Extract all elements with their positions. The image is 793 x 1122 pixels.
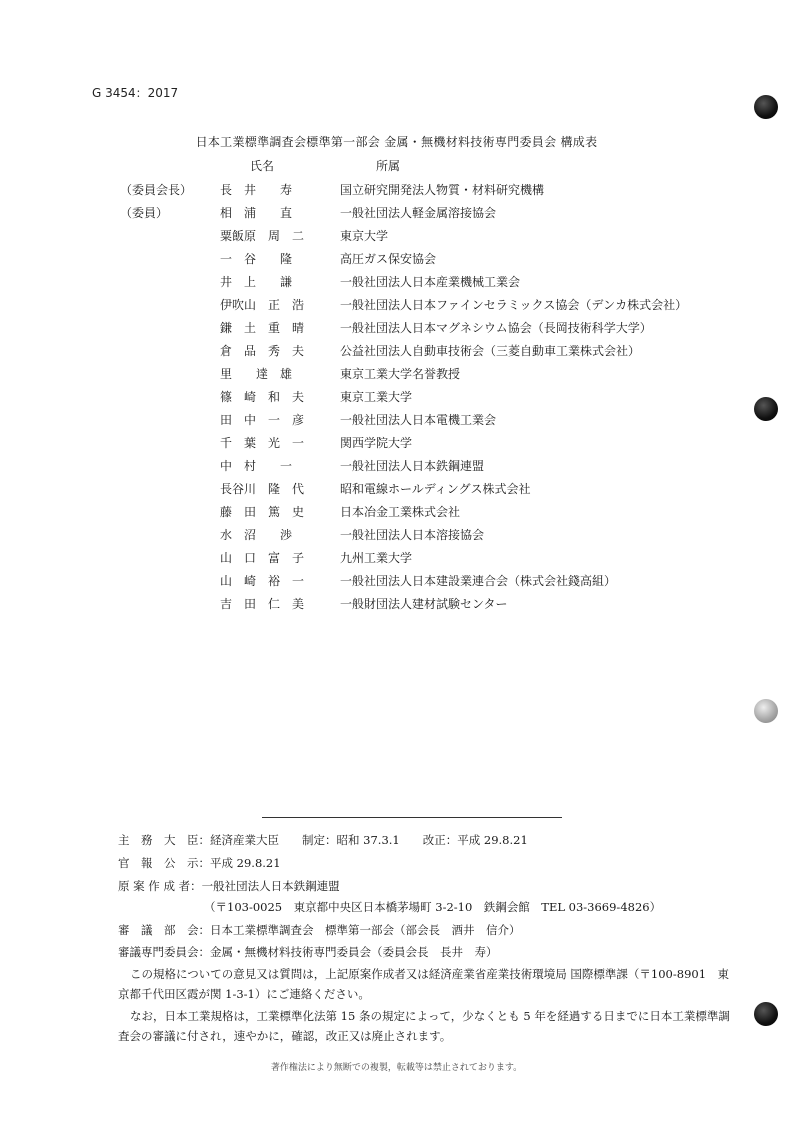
member-affiliation: 一般社団法人日本鉄鋼連盟: [340, 459, 485, 473]
member-row: [0, 526, 793, 548]
committee-line: 審議専門委員会：金属・無機材料技術専門委員会（委員会長 長井 寿）: [118, 945, 498, 959]
page-code: G 3454：2017: [92, 86, 179, 100]
member-row: [0, 434, 793, 456]
member-affiliation: 一般社団法人日本溶接協会: [340, 528, 485, 542]
member-row: [0, 204, 793, 226]
member-affiliation: 東京工業大学: [340, 390, 413, 404]
minister-line: 主 務 大 臣：経済産業大臣 制定：昭和 37.3.1 改正：平成 29.8.21: [118, 833, 528, 847]
member-role: （委員）: [120, 206, 169, 220]
review-note: なお，日本工業規格は，工業標準化法第 15 条の規定によって，少なくとも 5 年を経過する日までに日本工業標準調査会の審議に付され，速やかに，確認，改正又は廃止されます。: [118, 1009, 730, 1043]
member-affiliation: 一般社団法人日本建設業連合会（株式会社錢高組）: [340, 574, 617, 588]
member-row: [0, 595, 793, 617]
member-affiliation: 公益社団法人自動車技術会（三菱自動車工業株式会社）: [340, 344, 641, 358]
member-name: 倉 品 秀 夫: [220, 344, 305, 358]
member-row: [0, 388, 793, 410]
committee-title: 日本工業標準調査会標準第一部会 金属・無機材料技術専門委員会 構成表: [195, 135, 598, 149]
member-name: 中 村 一: [220, 459, 293, 473]
gazette-line: 官 報 公 示：平成 29.8.21: [118, 856, 281, 870]
member-affiliation: 一般社団法人軽金属溶接協会: [340, 206, 497, 220]
punch-hole-icon: [754, 699, 778, 723]
member-row: [0, 365, 793, 387]
council-line: 審 議 部 会：日本工業標準調査会 標準第一部会（部会長 酒井 信介）: [118, 923, 521, 937]
member-affiliation: 東京工業大学名誉教授: [340, 367, 461, 381]
member-row: [0, 342, 793, 364]
member-row: [0, 296, 793, 318]
member-role: （委員会長）: [120, 183, 193, 197]
member-affiliation: 高圧ガス保安協会: [340, 252, 437, 266]
member-affiliation: 関西学院大学: [340, 436, 413, 450]
member-name: 山 口 富 子: [220, 551, 305, 565]
member-affiliation: 一般社団法人日本ファインセラミックス協会（デンカ株式会社）: [340, 298, 688, 312]
member-name: 千 葉 光 一: [220, 436, 305, 450]
section-divider: [262, 817, 562, 818]
member-affiliation: 一般財団法人建材試験センター: [340, 597, 508, 611]
member-name: 伊吹山 正 浩: [220, 298, 305, 312]
member-affiliation: 一般社団法人日本マグネシウム協会（長岡技術科学大学）: [340, 321, 652, 335]
member-name: 山 崎 裕 一: [220, 574, 305, 588]
punch-hole-icon: [754, 95, 778, 119]
member-name: 鎌 土 重 晴: [220, 321, 305, 335]
drafter-address-line: （〒103-0025 東京都中央区日本橋茅場町 3-2-10 鉄鋼会館 TEL 03-3669-4826）: [204, 900, 662, 914]
member-name: 一 谷 隆: [220, 252, 293, 266]
member-name: 粟飯原 周 二: [220, 229, 305, 243]
member-row: [0, 480, 793, 502]
name-column-header: 氏名: [250, 159, 275, 173]
inquiry-note: この規格についての意見又は質問は，上記原案作成者又は経済産業省産業技術環境局 国際標準課（〒100-8901 東京都千代田区霞が関 1-3-1）にご連絡ください。: [118, 967, 730, 1001]
member-row: [0, 227, 793, 249]
member-name: 藤 田 篤 史: [220, 505, 305, 519]
member-row: [0, 250, 793, 272]
member-affiliation: 昭和電線ホールディングス株式会社: [340, 482, 531, 496]
member-affiliation: 日本冶金工業株式会社: [340, 505, 461, 519]
member-affiliation: 九州工業大学: [340, 551, 413, 565]
member-row: [0, 572, 793, 594]
member-affiliation: 東京大学: [340, 229, 389, 243]
member-affiliation: 国立研究開発法人物質・材料研究機構: [340, 183, 545, 197]
member-name: 相 浦 直: [220, 206, 293, 220]
member-name: 水 沼 渉: [220, 528, 293, 542]
member-name: 長 井 寿: [220, 183, 293, 197]
drafter-line: 原 案 作 成 者：一般社団法人日本鉄鋼連盟: [118, 879, 340, 893]
member-name: 井 上 謙: [220, 275, 293, 289]
member-row: [0, 273, 793, 295]
member-name: 田 中 一 彦: [220, 413, 305, 427]
member-name: 吉 田 仁 美: [220, 597, 305, 611]
affiliation-column-header: 所属: [376, 159, 401, 173]
member-row: [0, 503, 793, 525]
member-affiliation: 一般社団法人日本電機工業会: [340, 413, 497, 427]
member-row: [0, 457, 793, 479]
member-row: [0, 181, 793, 203]
copyright-notice: 著作権法により無断での複製，転載等は禁止されております。: [270, 1063, 523, 1073]
punch-hole-icon: [754, 1002, 778, 1026]
member-row: [0, 549, 793, 571]
member-affiliation: 一般社団法人日本産業機械工業会: [340, 275, 521, 289]
member-row: [0, 411, 793, 433]
member-name: 長谷川 隆 代: [220, 482, 305, 496]
member-name: 里 達 雄: [220, 367, 293, 381]
member-row: [0, 319, 793, 341]
member-name: 篠 崎 和 夫: [220, 390, 305, 404]
